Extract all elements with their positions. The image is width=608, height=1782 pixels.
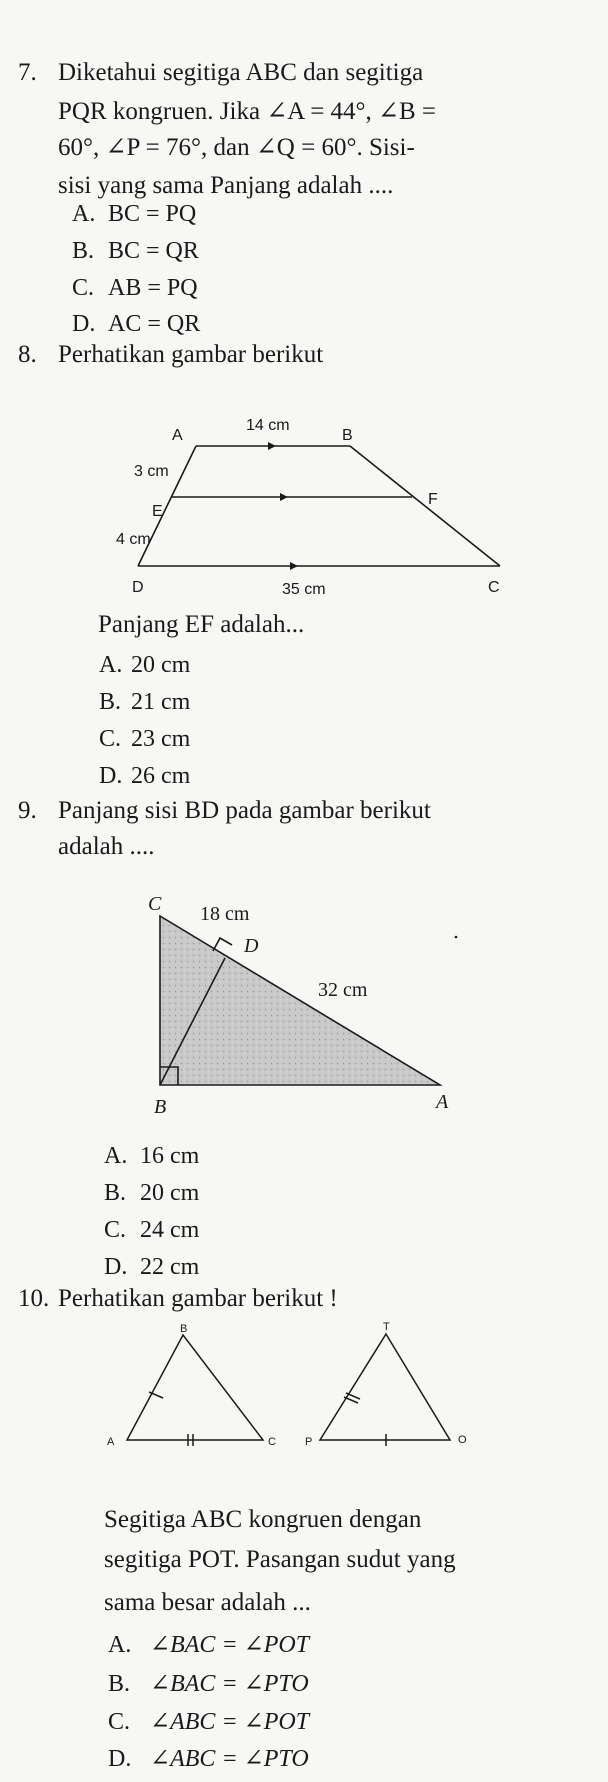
q7-number: 7.	[18, 59, 37, 86]
label-4cm: 4 cm	[116, 531, 151, 548]
label-35cm: 35 cm	[282, 581, 326, 598]
q7-option-c-letter: C.	[72, 275, 95, 301]
label-b10: B	[180, 1323, 188, 1335]
q7-option-a-letter: A.	[72, 201, 96, 227]
q10-option-d: ∠ABC = ∠PTO	[150, 1746, 309, 1772]
q8-option-a: 20 cm	[131, 652, 191, 678]
label-b9: B	[154, 1096, 167, 1118]
q8-option-b: 21 cm	[131, 689, 191, 715]
label-b: B	[342, 427, 353, 444]
label-t10: T	[383, 1321, 390, 1333]
q10-line1: Perhatikan gambar berikut !	[58, 1285, 338, 1312]
q7-option-d: AC = QR	[108, 311, 201, 337]
q7-line1: Diketahui segitiga ABC dan segitiga	[58, 59, 424, 86]
q8-prompt: Panjang EF adalah...	[98, 611, 305, 638]
q8-line1: Perhatikan gambar berikut	[58, 341, 324, 368]
label-a: A	[172, 427, 183, 444]
q7-option-b-letter: B.	[72, 238, 95, 264]
q7-line3: 60°, ∠P = 76°, dan ∠Q = 60°. Sisi-	[58, 134, 415, 161]
q10-option-c: ∠ABC = ∠POT	[150, 1709, 310, 1735]
label-c: C	[488, 579, 500, 596]
label-d: D	[132, 579, 144, 596]
q9-option-b-letter: B.	[104, 1180, 127, 1206]
label-a10: A	[107, 1436, 115, 1448]
q10-line2: Segitiga ABC kongruen dengan	[104, 1506, 422, 1533]
label-18cm: 18 cm	[200, 903, 250, 925]
q9-option-c-letter: C.	[104, 1217, 127, 1243]
q10-line3: segitiga POT. Pasangan sudut yang	[104, 1546, 456, 1573]
q8-option-c-letter: C.	[99, 726, 122, 752]
q7-line4: sisi yang sama Panjang adalah ....	[58, 172, 394, 199]
q9-option-c: 24 cm	[140, 1217, 200, 1243]
q10-option-c-letter: C.	[108, 1709, 131, 1735]
q9-number: 9.	[18, 797, 37, 824]
q9-option-b: 20 cm	[140, 1180, 200, 1206]
q7-option-d-letter: D.	[72, 311, 96, 337]
q10-line4: sama besar adalah ...	[104, 1589, 311, 1616]
q9-option-d: 22 cm	[140, 1254, 200, 1280]
q10-number: 10.	[18, 1285, 50, 1312]
label-c9: C	[148, 893, 162, 915]
q7-option-c: AB = PQ	[108, 275, 198, 301]
q8-number: 8.	[18, 341, 37, 368]
q8-option-d-letter: D.	[99, 763, 123, 789]
q9-line2: adalah ....	[58, 833, 155, 860]
label-e: E	[152, 503, 163, 520]
q7-option-b: BC = QR	[108, 238, 199, 264]
label-f: F	[428, 491, 438, 508]
q8-option-d: 26 cm	[131, 763, 191, 789]
q9-line1: Panjang sisi BD pada gambar berikut	[58, 797, 431, 824]
label-32cm: 32 cm	[318, 979, 368, 1001]
q8-option-a-letter: A.	[99, 652, 123, 678]
q10-option-a: ∠BAC = ∠POT	[150, 1632, 310, 1658]
q8-option-c: 23 cm	[131, 726, 191, 752]
label-o10: O	[458, 1434, 467, 1446]
q7-option-a: BC = PQ	[108, 201, 197, 227]
q10-option-b: ∠BAC = ∠PTO	[150, 1671, 309, 1697]
q9-option-d-letter: D.	[104, 1254, 128, 1280]
label-c10: C	[268, 1436, 276, 1448]
q9-option-a-letter: A.	[104, 1143, 128, 1169]
q10-option-d-letter: D.	[108, 1746, 132, 1772]
triangle-abc	[127, 1335, 263, 1440]
q8-option-b-letter: B.	[99, 689, 122, 715]
q10-option-a-letter: A.	[108, 1632, 132, 1658]
label-14cm: 14 cm	[246, 417, 290, 434]
label-3cm: 3 cm	[134, 463, 169, 480]
q9-option-a: 16 cm	[140, 1143, 200, 1169]
label-d9: D	[244, 935, 259, 957]
q10-option-b-letter: B.	[108, 1671, 131, 1697]
triangle-pot	[320, 1334, 450, 1440]
q7-line2: PQR kongruen. Jika ∠A = 44°, ∠B =	[58, 98, 437, 125]
label-a9: A	[436, 1091, 449, 1113]
label-p10: P	[305, 1436, 313, 1448]
